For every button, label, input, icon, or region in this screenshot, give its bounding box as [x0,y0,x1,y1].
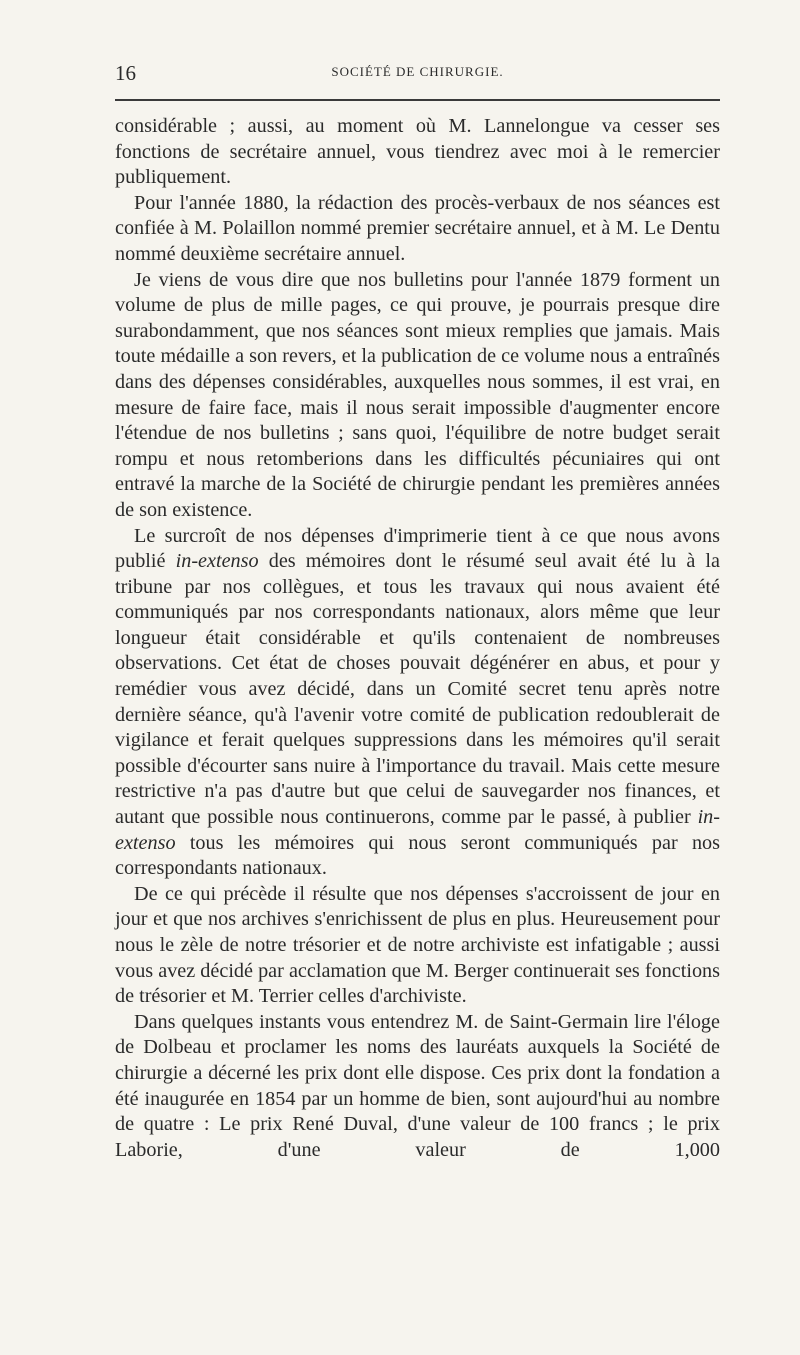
paragraph-1: considérable ; aussi, au moment où M. Lannelongue va cesser ses fonctions de secrétaire annuel, vous tiendrez avec moi à le remercier publiquement. [115,115,720,189]
running-head [115,60,720,90]
page-number: 16 [115,61,136,85]
header-rule [115,99,720,101]
paragraph-3: Je viens de vous dire que nos bulletins pour l'année 1879 forment un volume de plus de mille pages, ce qui prouve, je pourrais presque dire surabondamment, que nos séances sont mieux remplies que jamais. Mais toute médaille a son revers, et la publication de ce volume nous a entraînés dans des dépenses considérables, auxquelles nous sommes, il est vrai, en mesure de faire face, mais il nous serait impossible d'augmenter encore l'étendue de nos bulletins ; sans quoi, l'équilibre de notre budget serait rompu et nous retomberions dans les difficultés pécuniaires qui ont entravé la marche de la Société de chirurgie pendant les premières années de son existence. [115,268,720,521]
paragraph-4-part-a: Le surcroît de nos dépenses d'imprimerie tient à ce que nous avons publié [115,524,720,573]
running-title: SOCIÉTÉ DE CHIRURGIE. [331,64,504,79]
paragraph-4-part-c: tous les mémoires qui nous seront communiqués par nos correspondants nationaux. [115,831,720,880]
paragraph-2: Pour l'année 1880, la rédaction des procès-verbaux de nos séances est confiée à M. Polaillon nommé premier secrétaire annuel, et à M. Le Dentu nommé deuxième secrétaire annuel. [115,191,720,265]
paragraph-4-italic-2: in-extenso [115,806,720,854]
paragraph-5: De ce qui précède il résulte que nos dépenses s'accroissent de jour en jour et que nos archives s'enrichissent de plus en plus. Heureusement pour nous le zèle de notre trésorier et de notre archiviste est infatigable ; aussi vous avez décidé par acclamation que M. Berger continuerait ses fonctions de trésorier et M. Terrier celles d'archiviste. [115,882,720,1008]
paragraph-4 [115,524,720,882]
body-text [115,114,720,1163]
paragraph-6: Dans quelques instants vous entendrez M. de Saint-Germain lire l'éloge de Dolbeau et proclamer les noms des lauréats auxquels la Société de chirurgie a décerné les prix dont elle dispose. Ces prix dont la fondation a été inaugurée en 1854 par un homme de bien, sont aujourd'hui au nombre de quatre : Le prix René Duval, d'une valeur de 100 francs ; le prix Laborie, d'une valeur de 1,000 [115,1010,720,1161]
paragraph-4-part-b: des mémoires dont le résumé seul avait été lu à la tribune par nos collègues, et tous les travaux qui nous avaient été communiqués par nos correspondants nationaux, alors même que leur longueur était considérable et qu'ils contenaient de nombreuses observations. Cet état de choses pouvait dégénérer en abus, et pour y remédier vous avez décidé, dans un Comité secret tenu après notre dernière séance, qu'à l'avenir votre comité de publication redoublerait de vigilance et ferait quelques suppressions dans les mémoires qu'il serait possible d'écourter sans nuire à l'importance du travail. Mais cette mesure restrictive n'a pas d'autre but que celui de sauvegarder nos finances, et autant que possible nous continuerons, comme par le passé, à publier [115,550,721,829]
paragraph-4-italic-1: in-extenso [175,550,259,573]
